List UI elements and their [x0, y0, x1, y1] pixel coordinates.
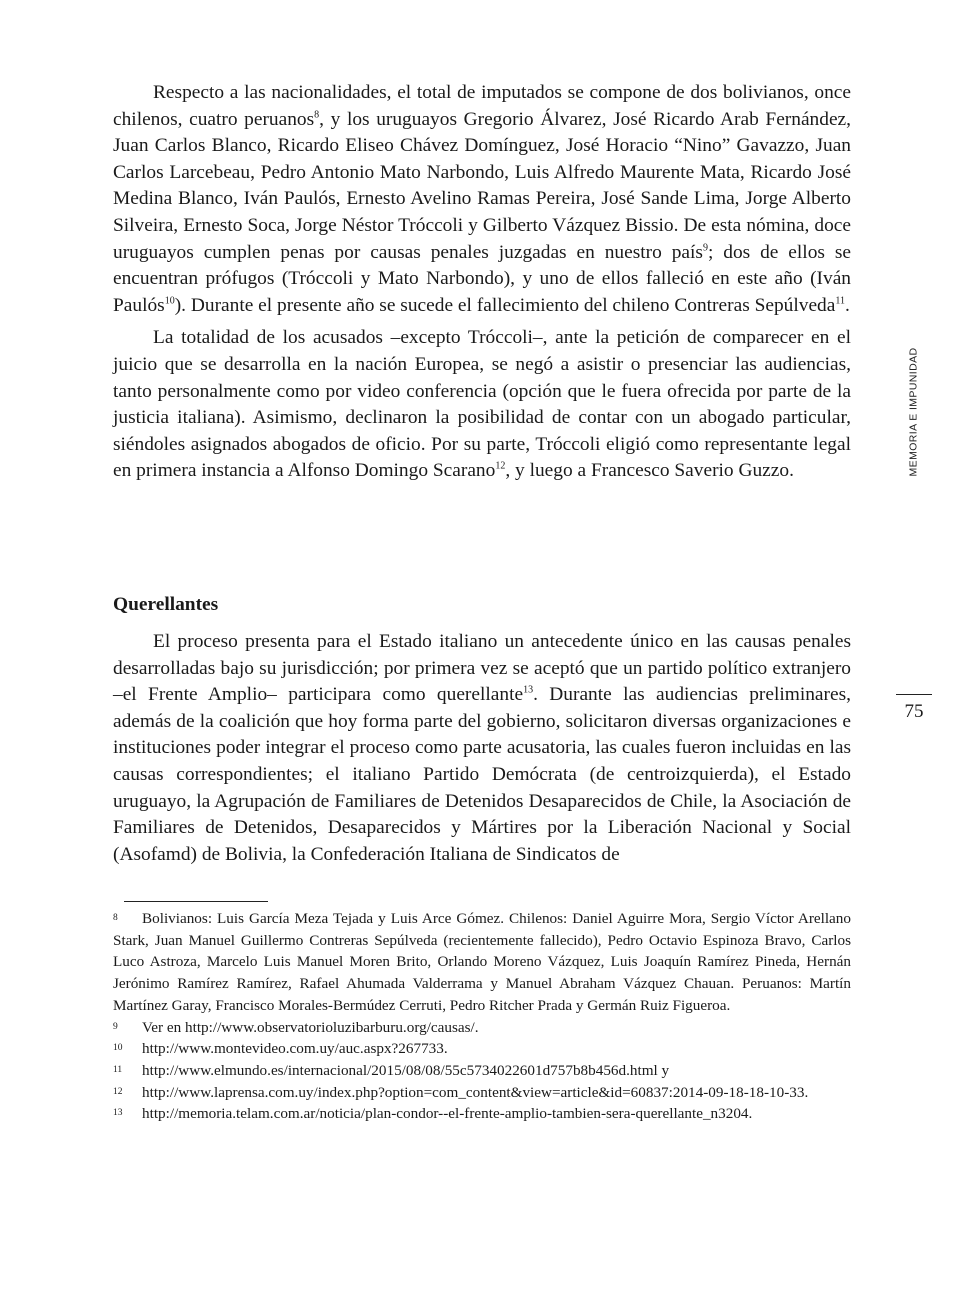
footnote-link[interactable]: Ver en http://www.observatorioluzibarburu.org/causas/.	[142, 1018, 479, 1036]
paragraph-nationalities: Respecto a las nacionalidades, el total de imputados se compone de dos bolivianos, once chilenos, cuatro peruanos$^8$, y los uruguayos Gregorio Álvarez, José Ricardo Arab Fernández, Juan Carlos Blanco, Ricardo Eliseo Chávez Domínguez, José Horacio “Nino” Gavazzo, Juan Carlos Larcebeau, Pedro Antonio Mato Narbondo, Luis Alfredo Maurente Mata, Ricardo José Medina Blanco, Iván Paulós, Ernesto Avelino Ramas Pereira, José Sande Lima, Jorge Alberto Silveira, Ernesto Soca, Jorge Néstor Tróccoli y Gilberto Vázquez Bissio. De esta nómina, doce uruguayos cumplen penas por causas penales juzgadas en nuestro país$^9$; dos de ellos se encuentran prófugos (Tróccoli y Mato Narbondo), y uno de ellos falleció en este año (Iván Paulós$^{10}$). Durante el presente año se sucede el fallecimiento del chileno Contreras Sepúlveda$^{11}$.	[113, 82, 852, 316]
footnote-separator	[124, 901, 268, 902]
section-heading: Querellantes	[113, 594, 219, 615]
footnote-13: 13 http://memoria.telam.com.ar/noticia/plan-condor--el-frente-amplio-tambien-sera-querellante_n3204.	[113, 1105, 753, 1123]
running-head: MEMORIA E IMPUNIDAD	[907, 347, 920, 477]
footnote-link[interactable]: http://www.laprensa.com.uy/index.php?option=com_content&view=article&id=60837:2014-09-18-18-10-33.	[142, 1083, 809, 1101]
footnote-12: 12 http://www.laprensa.com.uy/index.php?option=com_content&view=article&id=60837:2014-09-18-18-10-33.	[113, 1083, 809, 1101]
footnote-ref-9[interactable]: 9	[702, 242, 708, 254]
footnote-link[interactable]: http://www.elmundo.es/internacional/2015/08/08/55c5734022601d757b8b456d.html y	[142, 1061, 670, 1079]
footnote-ref-13[interactable]: 13	[523, 684, 534, 696]
footnote-link[interactable]: http://memoria.telam.com.ar/noticia/plan-condor--el-frente-amplio-tambien-sera-querellante_n3204.	[142, 1105, 753, 1123]
page-number: 75	[904, 701, 924, 722]
footnote-10: 10 http://www.montevideo.com.uy/auc.aspx?267733.	[113, 1040, 448, 1058]
footnote-11: 11 http://www.elmundo.es/internacional/2015/08/08/55c5734022601d757b8b456d.html y	[113, 1061, 670, 1079]
section-text	[113, 629, 851, 868]
page-number-rule	[896, 694, 932, 695]
footnote-ref-11[interactable]: 11	[835, 295, 845, 307]
main-text	[113, 80, 851, 485]
paragraph-defendants: La totalidad de los acusados –excepto Tróccoli–, ante la petición de comparecer en el juicio que se desarrolla en la nación Europea, se negó a asistir o presenciar las audiencias, tanto personalmente como por video conferencia (opción que le fuera ofrecida por parte de la justicia italiana). Asimismo, declinaron la posibilidad de contar con un abogado particular, siéndoles asignados abogados de oficio. Por su parte, Tróccoli eligió como representante legal en primera instancia a Alfonso Domingo Scarano$^{12}$, y luego a Francesco Saverio Guzzo.	[113, 327, 851, 482]
footnote-8: 8 Bolivianos: Luis García Meza Tejada y Luis Arce Gómez. Chilenos: Daniel Aguirre Mora, Sergio Víctor Arellano Stark, Juan Manuel Guillermo Contreras Sepúlveda (recientemente fallecido), Pedro Octavio Espinoza Bravo, Carlos Luco Astroza, Marcelo Luis Manuel Moren Brito, Orlando Moreno Vázquez, Luis Joaquín Ramírez Pineda, Hernán Jerónimo Ramírez Ramírez, Rafael Ahumada Valderrama y Manuel Abraham Vázquez Chauan. Peruanos: Martín Martínez Garay, Francisco Morales-Bermúdez Cerruti, Pedro Ritcher Prada y Germán Ruiz Figueroa.	[113, 910, 851, 1014]
footnote-ref-12[interactable]: 12	[495, 460, 506, 472]
footnotes	[113, 908, 851, 1125]
footnote-link[interactable]: http://www.montevideo.com.uy/auc.aspx?267733.	[142, 1040, 448, 1058]
footnote-ref-8[interactable]: 8	[314, 109, 320, 121]
paragraph-plaintiffs: El proceso presenta para el Estado italiano un antecedente único en las causas penales desarrolladas bajo su jurisdicción; por primera vez se aceptó que un partido político extranjero –el Frente Amplio– participara como querellante$^{13}$. Durante las audiencias preliminares, además de la coalición que hoy forma parte del gobierno, solicitaron diversas organizaciones e instituciones poder integrar el proceso como parte acusatoria, las cuales fueron incluidas en las causas correspondientes; el italiano Partido Demócrata (de centroizquierda), el Estado uruguayo, la Agrupación de Familiares de Detenidos Desaparecidos de Chile, la Asociación de Familiares de Detenidos, Desaparecidos y Mártires por la Liberación Nacional y Social (Asofamd) de Bolivia, la Confederación Italiana de Sindicatos de	[113, 631, 852, 865]
footnote-9: 9 Ver en http://www.observatorioluzibarburu.org/causas/.	[113, 1018, 479, 1036]
footnote-ref-10[interactable]: 10	[164, 295, 175, 307]
